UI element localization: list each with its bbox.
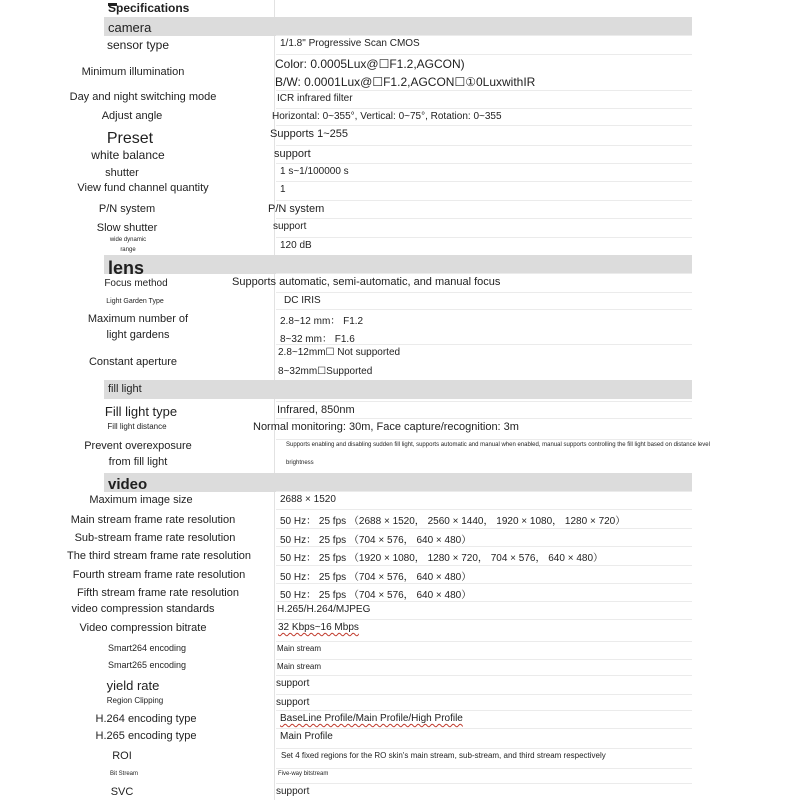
spec-label: Preset: [106, 130, 154, 147]
spec-value: 50 Hz： 25 fps （704 × 576， 640 × 480）: [280, 535, 472, 546]
row-separator: [276, 641, 692, 642]
spec-value: 120 dB: [280, 240, 312, 251]
spec-value: Set 4 fixed regions for the RO skin's main stream, sub-stream, and third stream respectively: [281, 751, 606, 760]
spec-value: 2.8~12mm☐ Not supported: [278, 347, 401, 358]
row-separator: [276, 748, 692, 749]
row-separator: [276, 710, 692, 711]
spec-label: P/N system: [98, 203, 156, 215]
spec-value: 32 Kbps~16 Mbps: [278, 622, 359, 633]
row-separator: [276, 418, 692, 419]
spec-value: Main stream: [277, 662, 322, 671]
spec-label: Minimum illumination: [81, 66, 185, 78]
spec-label: Light Garden Type: [106, 298, 164, 305]
row-separator: [276, 659, 692, 660]
row-separator: [276, 273, 692, 274]
row-separator: [276, 619, 692, 620]
spec-value-line2: 8~32 mm： F1.6: [280, 334, 355, 345]
row-separator: [276, 401, 692, 402]
spec-value: 50 Hz： 25 fps （1920 × 1080， 1280 × 720， 704 × 576， 640 × 480）: [280, 553, 604, 564]
row-separator: [276, 675, 692, 676]
spec-value: Five-way bitstream: [278, 771, 329, 777]
row-separator: [276, 546, 692, 547]
section-title-lens: lens: [108, 258, 145, 278]
row-separator: [276, 181, 692, 182]
spec-label-line2: light gardens: [106, 329, 170, 341]
spec-label: sensor type: [106, 38, 170, 52]
spec-label: Smart264 encoding: [107, 643, 187, 653]
spec-label: H.264 encoding type: [95, 713, 197, 725]
spec-label: Day and night switching mode: [69, 91, 217, 103]
section-band-fill-light: [104, 380, 692, 399]
spec-value: Horizontal: 0~355°, Vertical: 0~75°, Rotation: 0~355: [272, 111, 502, 122]
spec-label: Constant aperture: [88, 356, 178, 368]
row-separator: [276, 728, 692, 729]
row-separator: [276, 125, 692, 126]
page-title: Specifications: [108, 1, 190, 15]
spec-value-line2: B/W: 0.0001Lux@☐F1.2,AGCON☐①0LuxwithIR: [275, 75, 536, 89]
row-separator: [276, 768, 692, 769]
spec-value: support: [276, 786, 310, 797]
spec-value: 50 Hz： 25 fps （704 × 576， 640 × 480）: [280, 572, 472, 583]
row-separator: [276, 528, 692, 529]
spec-label: yield rate: [106, 678, 160, 693]
spec-value: 1 s~1/100000 s: [280, 166, 349, 177]
spec-value: 2.8~12 mm： F1.2: [280, 316, 364, 327]
spec-value: BaseLine Profile/Main Profile/High Profile: [280, 713, 463, 724]
spec-value: H.265/H.264/MJPEG: [277, 604, 371, 615]
row-separator: [276, 292, 692, 293]
row-separator: [276, 237, 692, 238]
spec-label: Region Clipping: [106, 696, 164, 705]
spec-label-line2: from fill light: [108, 456, 168, 468]
section-band-lens: [104, 255, 692, 274]
section-title-camera: camera: [108, 20, 152, 35]
section-band-video: [104, 473, 692, 492]
spec-value: 1: [280, 184, 286, 195]
spec-value: Infrared, 850nm: [277, 404, 355, 416]
row-separator: [276, 694, 692, 695]
spec-label: Smart265 encoding: [107, 660, 187, 670]
spec-label: Video compression bitrate: [79, 622, 207, 634]
section-title-video: video: [108, 476, 148, 493]
spec-label: Slow shutter: [96, 222, 158, 234]
row-separator: [276, 200, 692, 201]
spec-label: shutter: [105, 167, 139, 179]
spec-value: support: [276, 678, 310, 689]
spec-value-line2: brightness: [286, 460, 314, 466]
row-separator: [276, 90, 692, 91]
spec-label: View fund channel quantity: [77, 182, 209, 194]
spec-label: wide dynamic: [109, 237, 147, 243]
row-separator: [276, 344, 692, 345]
spec-label: Maximum image size: [89, 494, 193, 506]
spec-value: support: [273, 221, 307, 232]
row-separator: [276, 218, 692, 219]
spec-value: 2688 × 1520: [280, 494, 336, 505]
spec-value: 50 Hz： 25 fps （704 × 576， 640 × 480）: [280, 590, 472, 601]
row-separator: [276, 108, 692, 109]
row-separator: [276, 145, 692, 146]
spec-value: Color: 0.0005Lux@☐F1.2,AGCON): [275, 57, 465, 71]
section-band-camera: [104, 17, 692, 36]
spec-label: H.265 encoding type: [95, 730, 197, 742]
spec-label: ROI: [112, 750, 132, 762]
spec-label: Fourth stream frame rate resolution: [72, 569, 246, 581]
spec-label-line2: range: [120, 247, 136, 253]
spec-label: SVC: [110, 786, 134, 798]
spec-label: The third stream frame rate resolution: [66, 550, 252, 562]
spec-label: Fill light type: [104, 404, 178, 419]
spec-value: DC IRIS: [284, 295, 321, 306]
spec-value: support: [274, 148, 311, 160]
spec-value: support: [276, 697, 310, 708]
row-separator: [276, 163, 692, 164]
spec-value: Main Profile: [280, 731, 333, 742]
spec-label: Maximum number of: [87, 313, 189, 325]
spec-value: Supports enabling and disabling sudden fill light, supports automatic and manual when enabled, manual supports controlling the fill light based on distance level: [286, 442, 710, 448]
row-separator: [276, 35, 692, 36]
spec-label: Focus method: [104, 278, 168, 289]
row-separator: [276, 583, 692, 584]
spec-label: Fill light distance: [107, 422, 167, 431]
spec-label: Main stream frame rate resolution: [70, 514, 236, 526]
row-separator: [276, 439, 692, 440]
row-separator: [276, 783, 692, 784]
row-separator: [276, 565, 692, 566]
row-separator: [276, 54, 692, 55]
spec-value: 1/1.8" Progressive Scan CMOS: [280, 38, 420, 49]
row-separator: [276, 309, 692, 310]
spec-value: P/N system: [268, 203, 325, 215]
spec-value: Supports automatic, semi-automatic, and manual focus: [232, 276, 501, 288]
row-separator: [276, 491, 692, 492]
spec-label: Fifth stream frame rate resolution: [76, 587, 239, 599]
row-separator: [276, 509, 692, 510]
spec-label: video compression standards: [71, 603, 215, 615]
spec-value: Supports 1~255: [270, 128, 348, 140]
spec-label: Adjust angle: [101, 110, 163, 122]
spec-label: Prevent overexposure: [84, 440, 192, 452]
spec-label: Bit Stream: [109, 771, 138, 777]
spec-value: ICR infrared filter: [277, 93, 353, 104]
spec-label: Sub-stream frame rate resolution: [74, 532, 236, 544]
spec-value-line2: 8~32mm☐Supported: [278, 366, 373, 377]
spec-value: Normal monitoring: 30m, Face capture/recognition: 3m: [253, 421, 519, 433]
section-title-fill-light: fill light: [108, 383, 142, 395]
spec-value: 50 Hz： 25 fps （2688 × 1520， 2560 × 1440， 1920 × 1080， 1280 × 720）: [280, 516, 626, 527]
spec-value: Main stream: [277, 644, 322, 653]
row-separator: [276, 601, 692, 602]
spec-label: white balance: [91, 148, 165, 162]
